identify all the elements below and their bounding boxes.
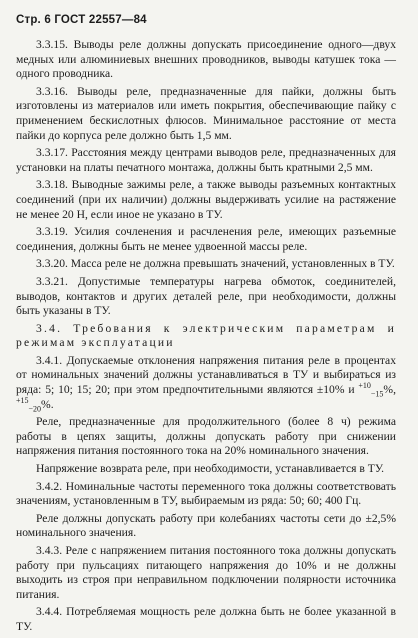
clause-3-4-1: 3.4.1. Допускаемые отклонения напряжения питания реле в процентах от номинальных значений должны устанавливаться в ТУ и выбираться из ряда: 5; 10; 15; 20; при этом предпочтительными являются ±10% и $^{+10}_{-15}$%, $^{+15}_{-20}$%. xyxy=(16,353,396,413)
clause-3-3-19: 3.3.19. Усилия сочленения и расчленения реле, имеющих разъемные соединения, должны быть не менее удвоенной массы реле. xyxy=(16,225,396,253)
clause-3-4-4: 3.4.4. Потребляемая мощность реле должна быть не более указанной в ТУ. xyxy=(16,605,396,633)
paragraph-frequency: Реле должны допускать работу при колебаниях частоты сети до ±2,5% номинального значения. xyxy=(16,511,396,540)
clause-3-3-20: 3.3.20. Масса реле не должна превышать значений, установленных в ТУ. xyxy=(36,257,395,271)
clause-3-4-3: 3.4.3. Реле с напряжением питания постоянного тока должны допускать работу при пульсациях питающего напряжения до 10% и не должны выходить из строя при неправильном подключении полярности источника питания. xyxy=(16,544,396,601)
paragraph-return-voltage: Напряжение возврата реле, при необходимости, устанавливается в ТУ. xyxy=(36,462,385,476)
paragraph-relay-protection: Реле, предназначенные для продолжительного (более 8 ч) режима работы в цепях защиты, должны допускать работу при снижении напряжения питания постоянного тока на 20% номинального значения. xyxy=(16,415,396,458)
section-heading-3-4: 3.4. Требования к электрическим параметрам и режимам эксплуатации xyxy=(16,321,396,350)
clause-3-4-1-text: 3.4.1. Допускаемые отклонения напряжения питания реле в процентах от номинальных значений должны устанавливаться в ТУ и выбираться из ряда: 5; 10; 15; 20; при этом предпочтительными являются ±10% и xyxy=(16,353,396,397)
clause-3-3-15: 3.3.15. Выводы реле должны допускать присоединение одного—двух медных или алюминиевых внешних проводников, выводы катушек тока — одного проводника. xyxy=(16,38,396,81)
clause-3-3-16: 3.3.16. Выводы реле, предназначенные для пайки, должны быть изготовлены из материалов или иметь покрытия, обеспечивающие пайку с применением бескислотных флюсов. Минимальное расстояние от места пайки до корпуса реле должно быть 1,5 мм. xyxy=(16,84,396,142)
tolerance-1: $^{+10}_{-15}$ xyxy=(358,381,384,399)
clause-3-3-18: 3.3.18. Выводные зажимы реле, а также выводы разъемных контактных соединений (при их наличии) должны выдерживать усилие на растяжение не менее 20 Н, если иное не указано в ТУ. xyxy=(16,178,396,221)
clause-3-3-17: 3.3.17. Расстояния между центрами выводов реле, предназначенных для установки на платы печатного монтажа, должны быть кратными 2,5 мм. xyxy=(16,146,396,174)
page-header: Стр. 6 ГОСТ 22557—84 xyxy=(16,14,147,26)
tolerance-2: $^{+15}_{-20}$ xyxy=(16,395,42,413)
clause-3-4-2: 3.4.2. Номинальные частоты переменного тока должны соответствовать значениям, установленным в ТУ, выбираемым из ряда: 50; 60; 400 Гц. xyxy=(16,479,396,508)
clause-3-3-21: 3.3.21. Допустимые температуры нагрева обмоток, соединителей, выводов, контактов и других деталей реле, при необходимости, должны быть указаны в ТУ. xyxy=(16,274,396,318)
document-body xyxy=(16,38,396,638)
